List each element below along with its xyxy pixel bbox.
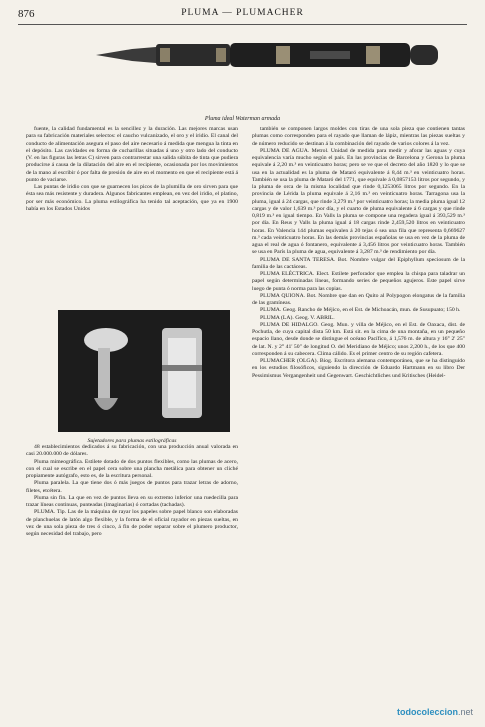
entry-pluma-de-hidalgo: PLUMA DE HIDALGO. Geog. Mun. y villa de Méjico, en el Est. de Oaxaca, dist. de Pochutla, de cuya capital dista 50 km. Está sit. en la cima de una montaña, en un pequeño espacio llano, desde donde se distingue el océano Pacífico, á 1,576 m. de altura y 16° 2' 25" de lat. N. y 2° 41' 50" de longitud O. del Meridiano de Méjico; unos 2,200 h., de los que 400 corresponden á su cabecera. Clima cálido. Es el primer centro de su región cafetera.	[252, 321, 465, 357]
watermark-suffix: .net	[457, 707, 473, 717]
pen-clips-photograph	[58, 310, 230, 432]
page-number: 876	[18, 8, 35, 20]
nib-figure-caption: Sujetadores para plumas estilográficas	[87, 438, 177, 444]
paragraph: Pluma paralela. La que tiene dos ó más juegos de puntos para trazar letras de adorno, filetes, etcétera.	[26, 480, 238, 494]
left-column-bottom	[26, 444, 238, 538]
right-column	[252, 126, 465, 380]
watermark	[397, 707, 473, 717]
fountain-pen-illustration	[96, 38, 440, 72]
paragraph: Las puntas de iridio con que se guarnecen los picos de la plumilla de oro sirven para que ésta sea más resistente y duradera. Algunos fabricantes emplean, en vez del iridio, el platino, por ser más económico. La pluma estilográfica ha tenido tal aceptación, que ya en 1900 había en los Estados Unidos	[26, 184, 238, 212]
watermark-brand: todocoleccion	[396, 707, 458, 717]
paragraph: fuente, la calidad fundamental es la sencillez y la duración. Las mejores marcas usan para su fabricación materiales selectos: el caucho vulcanizado, el oro y el iridio. El canal del conducto de alimentación asegura el paso del aire necesario á medida que mengua la tinta en el depósito. Las cavidades en forma de cucharillas situadas á uno y otro lado del conducto (V. en las figuras las letras C) sirven para contrarrestar una salida súbita de tinta que pudiera producirse á causa de la dilatación del aire en el recipiente, ocasionada por los movimientos de la mano al escribir ó por falta de presión de aire en el momento en que el recipiente está á punto de vaciarse.	[26, 126, 238, 183]
entry-pluma-electrica: PLUMA ELÉCTRICA. Elect. Estilete perforador que emplea la chispa para taladrar un papel según determinadas líneas, formando series de pequeños agujeros. Este papel sirve luego de punta ó norma para las copias.	[252, 271, 465, 292]
entry-pluma-de-santa-teresa: PLUMA DE SANTA TERESA. Bot. Nombre vulgar del Epiphyllum speciosum de la familia de las cactáceas.	[252, 256, 465, 270]
entry-pluma-de-agua: PLUMA DE AGUA. Metrol. Unidad de medida para medir y aforar las aguas y cuya equivalencia varía mucho según el país. En las provincias de Barcelona y Gerona la pluma equivale á 2,20 m.³ en veinticuatro horas; pero se ve que el decreto del año 1820 y lo que se usa en la actualidad es la pluma de Mataró equivalente á 8,44 m.³ en veinticuatro horas. También se usa la pluma de Mataró del 1771, que equivale á 0,0857153 litros por segundo, y la pluma de orca de la misma localidad que rinde 0,1253065 litros por segundo. En la provincia de Lérida la pluma equivale á 2,16 m.³ en veinticuatro horas. Tarragona usa la pluma, igual á 24 cargas, que rinde 3,279 m.³ por veinticuatro horas; la media pluma igual 12 cargas y de valor 1,639 m.³ por día, y el cuarto de pluma equivalente á 6 cargas y que rinde 0,819 m.³ en igual tiempo. En Valls la pluma se compone una regadera igual á 393,529 m.³ por día. En Reus y Valls la pluma igual á 18 cargas rinde 2,459,520 litros en veinticuatro horas. En Valencia 144 plumas equivalen á 20 tejas ó sea una fila que representa 0,669627 m.³ cada veinticuatro horas. En las demás provincias españolas se usa en vez de la pluma de agua el real de agua ó fontanero, equivalente á 3,456 litros por veinticuatro horas. También se usa en París la pluma de agua, equivalente á 3,287 m.³ de rendimiento por día.	[252, 147, 465, 256]
paragraph: PLUMA. Tip. Las de la máquina de rayar los papeles sobre papel blanco son elaboradas de planchuelas de latón algo flexible, y la forma de el oficial rayador en piezas sueltas, en vez de una sola pieza de tres ó cinco, á fin de poder separar sobre el plumero productor, según necesidad del trabajo, pero	[26, 509, 238, 537]
entry-pluma-geog: PLUMA. Geog. Rancho de Méjico, en el Est. de Michoacán, mun. de Susupuato; 150 h.	[260, 307, 461, 314]
paragraph: Pluma mimeográfica. Estilete dotado de dos puntos flexibles, como las plumas de acero, con el cual se escribe en el papel cera sobre una plancha metálica para obtener un cliché propiamente autógrafo, esto es, de la escritura personal.	[26, 458, 238, 479]
running-head: PLUMA — PLUMACHER	[181, 8, 304, 18]
pen-figure-caption: Pluma ideal Waterman armada	[204, 116, 281, 122]
paragraph: Pluma sin fin. La que en vez de puntos lleva en su extremo inferior una ruedecilla para trazar líneas continuas, punteadas (imaginarias) ó cortadas (tachadas).	[26, 494, 238, 508]
entry-pluma-la: PLUMA (LA). Geog. V. ABRIL.	[260, 314, 335, 321]
paragraph: 48 establecimientos dedicados á su fabricación, con una producción anual valorada en casi 20.000.000 de dólares.	[26, 444, 238, 458]
entry-plumacher: PLUMACHER (OLGA). Biog. Escritora alemana contemporánea, que se ha distinguido en los estudios filosóficos, siguiendo la dirección de Eduardo Hartmann en su libro Der Pessimismus Vergangenheit und Gegenwart. Geschichtliches und Kritisches (Heidel-	[252, 358, 465, 379]
entry-pluma-quiona: PLUMA QUIONA. Bot. Nombre que dan en Quito al Polypogon elongatus de la familia de las gramíneas.	[252, 292, 465, 306]
header-rule	[18, 24, 467, 25]
paragraph: también se componen largos moldes con tiras de una sola pieza que contienen tantas plumas como corresponden para el rayado que llaman de lápiz, mientras las piezas sueltas y de número reducido se destinan á la combinación del rayado de varios colores á la vez.	[252, 126, 465, 147]
left-column-top	[26, 126, 238, 213]
